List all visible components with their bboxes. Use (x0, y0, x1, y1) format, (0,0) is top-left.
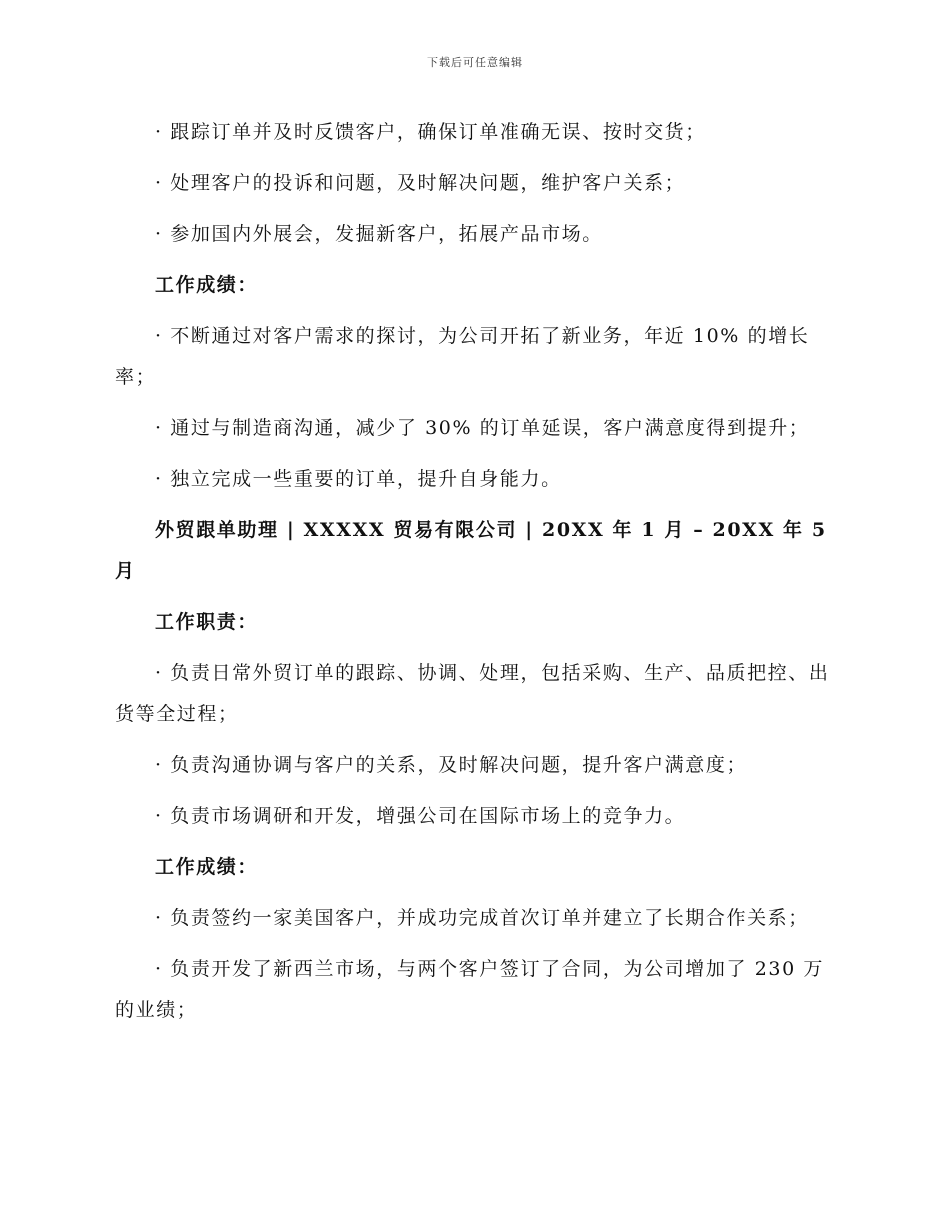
job-title-heading: 外贸跟单助理 | XXXXX 贸易有限公司 | 20XX 年 1 月 – 20XX 年 5 月 (115, 519, 827, 582)
bullet-market-research: · 负责市场调研和开发，增强公司在国际市场上的竞争力。 (155, 805, 686, 827)
bullet-track-orders: · 跟踪订单并及时反馈客户，确保订单准确无误、按时交货； (155, 121, 706, 143)
page-header: 下载后可任意编辑 (427, 56, 523, 69)
section-heading-achievements-2: 工作成绩： (155, 856, 259, 878)
bullet-client-relations: · 负责沟通协调与客户的关系，及时解决问题，提升客户满意度； (155, 754, 748, 776)
bullet-us-client: · 负责签约一家美国客户，并成功完成首次订单并建立了长期合作关系； (155, 907, 809, 929)
section-heading-responsibilities: 工作职责： (155, 611, 259, 633)
bullet-independent-orders: · 独立完成一些重要的订单，提升自身能力。 (155, 468, 562, 490)
bullet-new-business: · 不断通过对客户需求的探讨，为公司开拓了新业务，年近 10% 的增长率； (115, 325, 810, 388)
bullet-daily-orders: · 负责日常外贸订单的跟踪、协调、处理，包括采购、生产、品质把控、出货等全过程； (115, 662, 830, 725)
document-body (115, 112, 835, 1041)
bullet-trade-fairs: · 参加国内外展会，发掘新客户，拓展产品市场。 (155, 223, 603, 245)
bullet-new-zealand-market: · 负责开发了新西兰市场，与两个客户签订了合同，为公司增加了 230 万的业绩； (115, 958, 825, 1021)
bullet-reduce-delays: · 通过与制造商沟通，减少了 30% 的订单延误，客户满意度得到提升； (155, 417, 810, 439)
section-heading-achievements: 工作成绩： (155, 274, 259, 296)
bullet-handle-complaints: · 处理客户的投诉和问题，及时解决问题，维护客户关系； (155, 172, 686, 194)
